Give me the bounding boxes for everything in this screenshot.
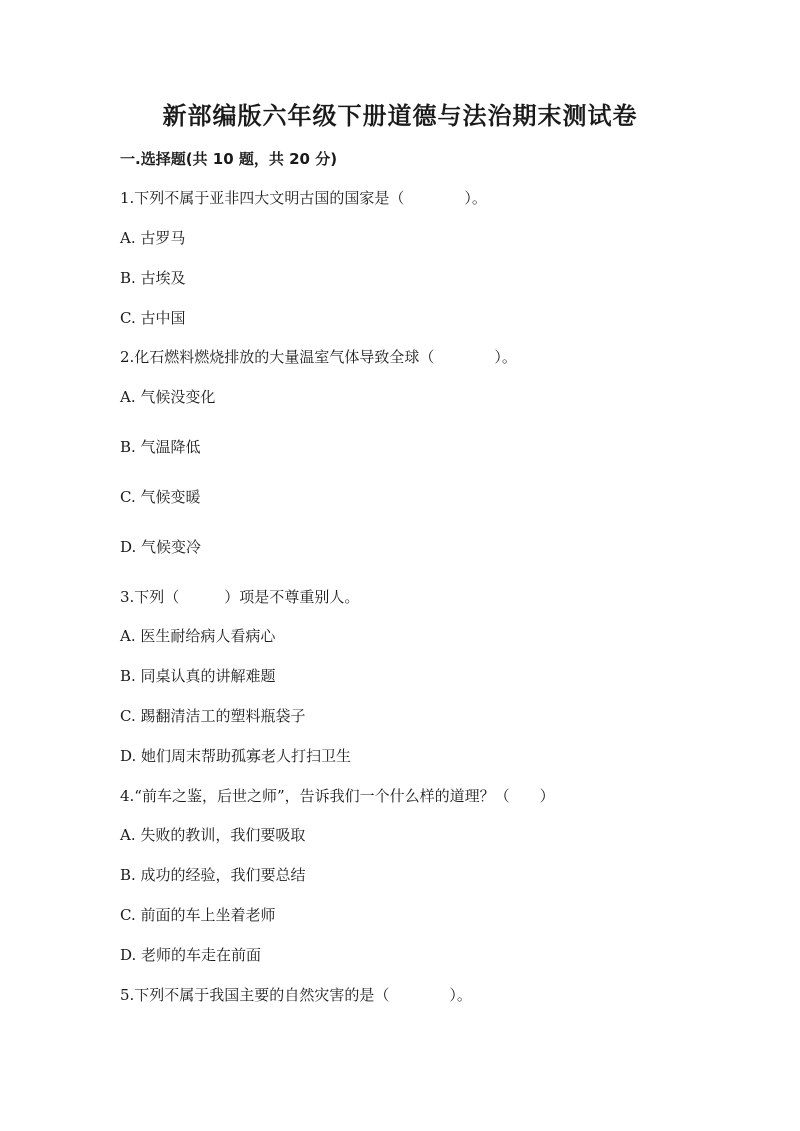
question-4-option-d: D. 老师的车走在前面 xyxy=(120,946,262,964)
question-3-option-c: C. 踢翻清洁工的塑料瓶袋子 xyxy=(120,707,306,725)
section-heading: 一.选择题(共 10 题，共 20 分) xyxy=(120,150,338,168)
question-1-option-b: B. 古埃及 xyxy=(120,269,186,287)
question-4-option-c: C. 前面的车上坐着老师 xyxy=(120,906,276,924)
question-stem-2: 2.化石燃料燃烧排放的大量温室气体导致全球（ ）。 xyxy=(120,348,517,366)
question-2-option-d: D. 气候变冷 xyxy=(120,538,202,556)
question-stem-3: 3.下列（ ）项是不尊重别人。 xyxy=(120,588,360,606)
question-1-option-a: A. 古罗马 xyxy=(120,229,186,247)
question-1-option-c: C. 古中国 xyxy=(120,309,186,327)
question-4-option-b: B. 成功的经验，我们要总结 xyxy=(120,866,306,884)
question-stem-4: 4.“前车之鉴，后世之师”，告诉我们一个什么样的道理？（ ） xyxy=(120,787,555,805)
question-2-option-a: A. 气候没变化 xyxy=(120,388,216,406)
question-2-option-b: B. 气温降低 xyxy=(120,438,201,456)
question-stem-5: 5.下列不属于我国主要的自然灾害的是（ ）。 xyxy=(120,986,472,1004)
question-2-option-c: C. 气候变暖 xyxy=(120,488,201,506)
question-3-option-b: B. 同桌认真的讲解难题 xyxy=(120,667,276,685)
question-4-option-a: A. 失败的教训，我们要吸取 xyxy=(120,826,306,844)
question-stem-1: 1.下列不属于亚非四大文明古国的国家是（ ）。 xyxy=(120,189,487,207)
page-title: 新部编版六年级下册道德与法治期末测试卷 xyxy=(162,102,638,130)
question-3-option-d: D. 她们周末帮助孤寡老人打扫卫生 xyxy=(120,747,352,765)
question-3-option-a: A. 医生耐给病人看病心 xyxy=(120,627,276,645)
